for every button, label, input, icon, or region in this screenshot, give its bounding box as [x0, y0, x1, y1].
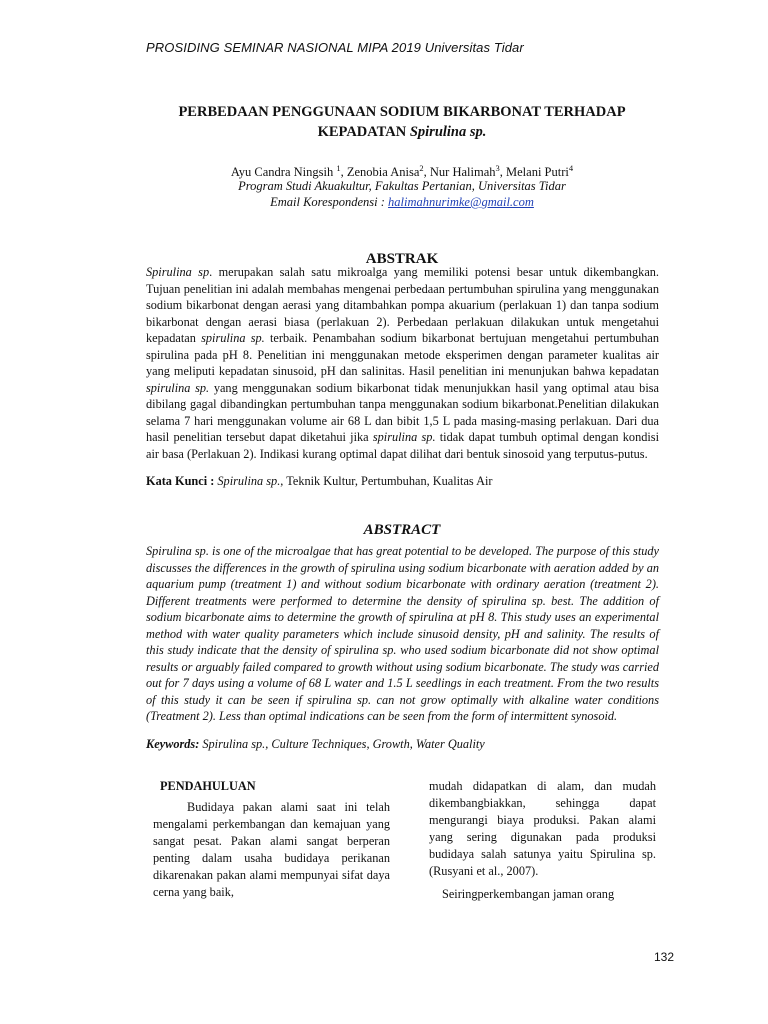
author-3: , Nur Halimah	[423, 165, 496, 180]
abstrak-species-4: spirulina sp.	[372, 430, 436, 444]
running-head: PROSIDING SEMINAR NASIONAL MIPA 2019 Universitas Tidar	[146, 40, 524, 55]
abstrak-species-2: spirulina sp.	[201, 331, 265, 345]
kata-kunci-rest: , Teknik Kultur, Pertumbuhan, Kualitas Air	[280, 474, 493, 488]
email-link[interactable]: halimahnurimke@gmail.com	[388, 195, 534, 209]
author-2-sup: 2	[419, 163, 424, 173]
keywords	[146, 736, 659, 753]
keywords-rest: Spirulina sp., Culture Techniques, Growth, Water Quality	[202, 737, 485, 751]
kata-kunci	[146, 473, 659, 490]
pendahuluan-right-paragraph-1: mudah didapatkan di alam, dan mudah dikembangbiakkan, sehingga dapat mengurangi biaya produksi. Pakan alami yang sering digunakan pada produksi budidaya salah satunya yaitu Spirulina sp. (Rusyani et al., 2007).	[429, 779, 656, 878]
author-1: Ayu Candra Ningsih	[230, 165, 337, 180]
keywords-label: Keywords:	[146, 737, 203, 751]
left-column	[153, 778, 390, 901]
abstrak-species-1: Spirulina sp	[146, 265, 210, 279]
email-label: Email Korespondensi :	[270, 195, 389, 209]
correspondence-email	[100, 194, 704, 210]
title-line-2	[100, 122, 704, 142]
abstrak-text-4: tidak dapat tumbuh optimal dengan kondisi air basa (Perlakuan 2). Indikasi kurang optimal dapat dilihat dari bentuk sinosoid yang terputus-putus.	[146, 430, 659, 461]
abstrak-text-3: yang menggunakan sodium bikarbonat tidak menunjukkan hasil yang optimal atau bisa dibilang gagal dibandingkan pertumbuhan tanpa menggunakan sodium bikarbonat.Penelitian dilakukan selama 7 hari menggunakan volume air 68 L dan bibit 1,5 L pada masing-masing perlakuan. Dari dua hasil penelitian tersebut dapat diketahui jika	[146, 380, 659, 444]
author-3-sup: 3	[495, 163, 500, 173]
abstrak-text-1: . merupakan salah satu mikroalga yang memiliki potensi besar untuk dikembangkan. Tujuan penelitian ini adalah membahas mengenai perbedaan pertumbuhan spirulina yang menggunakan sodium bikarbonat dengan aerasi yang ditambahkan pompa akuarium (perlakuan 1) dan tanpa sodium bikarbonat dengan aerasi biasa (perlakuan 2). Perbedaan perlakuan dilakukan untuk mengetahui kepadatan	[146, 265, 660, 345]
abstrak-species-3: spirulina sp.	[146, 380, 210, 395]
pendahuluan-heading: PENDAHULUAN	[160, 779, 256, 793]
abstrak-body	[146, 264, 659, 462]
title-line-2-prefix: KEPADATAN	[317, 124, 410, 140]
author-4-sup: 4	[568, 163, 574, 173]
kata-kunci-label: Kata Kunci :	[146, 474, 218, 488]
page-number: 132	[654, 950, 675, 964]
abstrak-heading: ABSTRAK	[365, 251, 439, 267]
pendahuluan-right-paragraph-2: Seiringperkembangan jaman orang	[442, 887, 615, 901]
title-species: Spirulina sp.	[409, 124, 487, 140]
paper-title	[100, 102, 704, 142]
pendahuluan-left-paragraph: Budidaya pakan alami saat ini telah mengalami perkembangan dan kemajuan yang sangat pesat. Pakan alami sangat berperan penting dalam usaha budidaya perikanan dikarenakan pakan alami mempunyai sifat daya cerna yang baik,	[153, 800, 390, 899]
author-1-sup: 1	[336, 163, 341, 173]
affiliation: Program Studi Akuakultur, Fakultas Pertanian, Universitas Tidar	[238, 179, 566, 193]
abstract-heading: ABSTRACT	[363, 522, 441, 538]
right-column	[429, 778, 656, 903]
abstract-body: Spirulina sp. is one of the microalgae that has great potential to be developed. The purpose of this study discusses the differences in the growth of spirulina using sodium bicarbonate with aeration added by an aquarium pump (treatment 1) and without sodium bicarbonate with ordinary aeration (treatment 2). Different treatments were performed to determine the density of spirulina sp. best. The addition of sodium bicarbonate aims to determine the growth of spirulina at pH 8. This study uses an experimental method with water quality parameters which include sinusoid density, pH and salinity. The results of this study indicate that the density of spirulina sp. who used sodium bicarbonate did not show optimal results or arguably failed compared to growth without using sodium bicarbonate. The study was carried out for 7 days using a volume of 68 L water and 1.5 L seedlings in each treatment. From the two results of this study it can be seen if spirulina sp. can not grow optimally with alkaline water conditions (Treatment 2). Less than optimal indications can be seen from the form of intermittent synosoid.	[146, 544, 659, 723]
author-4: , Melani Putri	[499, 165, 569, 180]
author-2: , Zenobia Anisa	[340, 165, 420, 180]
title-line-1: PERBEDAAN PENGGUNAAN SODIUM BIKARBONAT TERHADAP	[178, 104, 626, 120]
abstrak-text-2: terbaik. Penambahan sodium bikarbonat bertujuan mengetahui pertumbuhan spirulina pada pH 8. Penelitian ini menggunakan metode eksperimen dengan parameter kualitas air yang meliputi kepadatan sinusoid, pH dan salinitas. Hasil penelitian ini menunjukan bahwa kepadatan	[146, 331, 659, 378]
kata-kunci-species: Spirulina sp.	[217, 474, 281, 488]
